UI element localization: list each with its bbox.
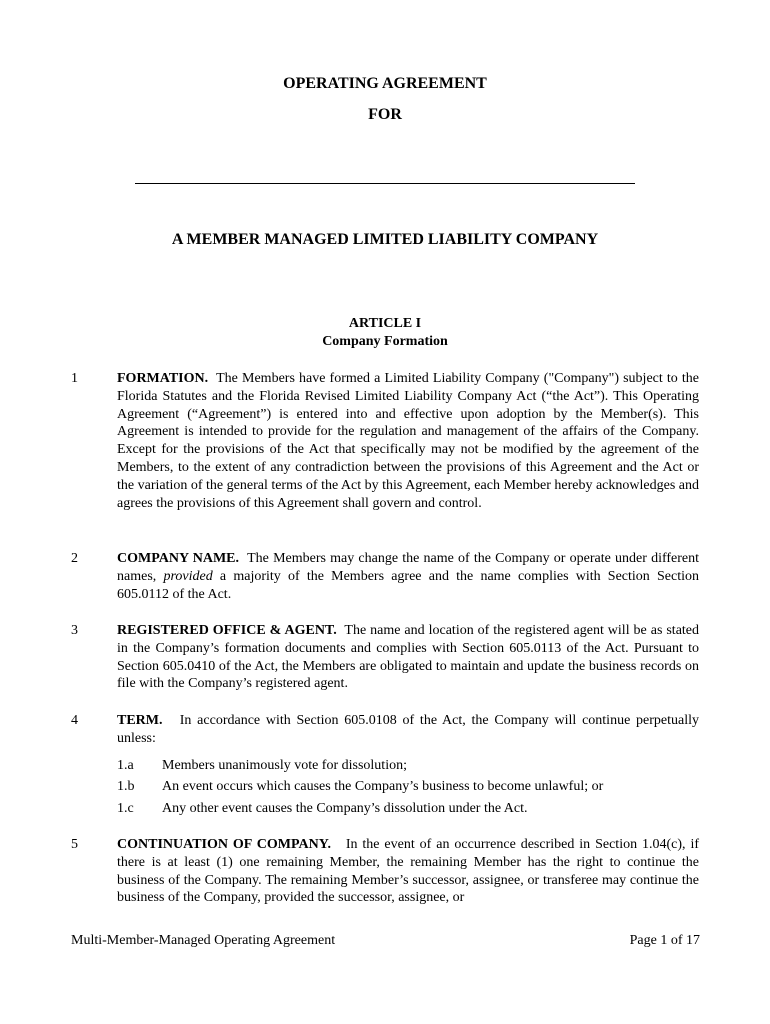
section-text-continued: a majority of the Members agree and the name complies with Section Section 605.0112 of the Act.: [117, 568, 699, 602]
article-subheading: Company Formation: [322, 334, 448, 349]
section-number: 5: [71, 837, 78, 852]
section-heading: COMPANY NAME.: [117, 551, 239, 566]
section-heading: CONTINUATION OF COMPANY.: [117, 837, 332, 852]
section-emphasis: provided: [163, 568, 213, 584]
company-name-blank-line: [135, 183, 635, 184]
section-number: 4: [71, 713, 78, 728]
list-item-label: 1.c: [117, 801, 134, 816]
section-body: [117, 622, 699, 693]
footer-page-number: Page 1 of 17: [629, 933, 700, 948]
section-text: The name and location of the registered agent will be as stated in the Company’s formation documents and complies with Section 605.0113 of the Act. Pursuant to Section 605.0410 of the Act, the Members are obligated to maintain and update the business records on file with the Company’s registered agent.: [117, 623, 700, 692]
list-item-text: An event occurs which causes the Company’s business to become unlawful; or: [162, 779, 604, 794]
document-subtitle: A MEMBER MANAGED LIMITED LIABILITY COMPANY: [171, 231, 599, 248]
document-title-for: FOR: [368, 106, 402, 123]
section-text: The Members have formed a Limited Liability Company ("Company") subject to the Florida Statutes and the Florida Revised Limited Liability Company Act (“the Act”). This Operating Agreement (“Agreement”) is entered into and effective upon adoption by the Member(s). This Agreement is intended to provide for the regulation and management of the affairs of the Company. Except for the provisions of the Act that specifically may not be modified by the agreement of the Members, to the extent of any contradiction between the provisions of this Agreement and the Act or the variation of the general terms of the Act by this Agreement, each Member hereby acknowledges and agrees the provisions of this Agreement shall govern and control.: [117, 371, 699, 511]
footer-document-name: Multi-Member-Managed Operating Agreement: [71, 933, 336, 948]
article-heading: ARTICLE I: [348, 316, 422, 331]
document-title: OPERATING AGREEMENT: [283, 75, 487, 92]
section-body: [117, 712, 699, 748]
list-item-label: 1.b: [117, 779, 135, 794]
section-heading: REGISTERED OFFICE & AGENT.: [117, 623, 337, 638]
section-number: 3: [71, 623, 78, 638]
section-text: The Members may change the name of the Company or operate under different names,: [117, 551, 700, 584]
section-text: In accordance with Section 605.0108 of the Act, the Company will continue perpetually unless:: [117, 713, 700, 746]
section-body: [117, 550, 699, 603]
section-body: [117, 836, 699, 907]
list-item-label: 1.a: [117, 758, 134, 773]
section-number: 2: [71, 551, 78, 566]
section-heading: TERM.: [117, 713, 163, 728]
list-item-text: Any other event causes the Company’s dissolution under the Act.: [162, 801, 528, 816]
section-text: In the event of an occurrence described in Section 1.04(c), if there is at least (1) one remaining Member, the remaining Member has the right to continue the business of the Company. The remaining Member’s successor, assignee, or transferee may continue the business of the Company, provided the successor, assignee, or: [117, 837, 700, 906]
section-heading: FORMATION.: [117, 371, 209, 386]
section-body: [117, 370, 699, 512]
list-item-text: Members unanimously vote for dissolution;: [162, 758, 407, 773]
section-number: 1: [71, 371, 78, 386]
